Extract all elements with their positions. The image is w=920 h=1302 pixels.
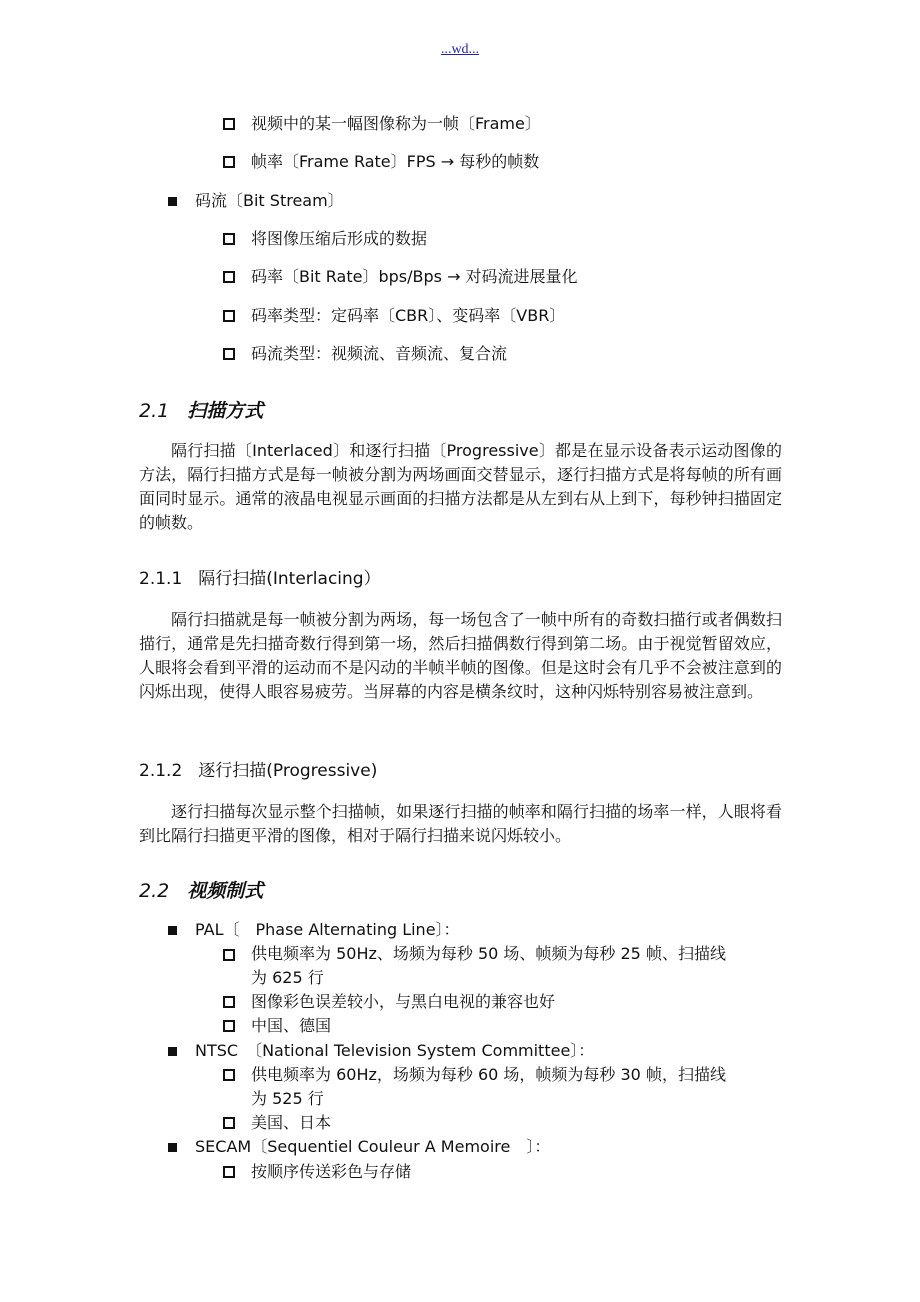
list-item: 码流类型：视频流、音频流、复合流 (251, 344, 508, 363)
hollow-square-bullet-icon (223, 233, 235, 245)
section-heading-2-1 (139, 398, 263, 424)
list-item: 中国、德国 (251, 1016, 332, 1035)
list-item-bitstream: 码流〔Bit Stream〕 (195, 191, 344, 210)
hollow-square-bullet-icon (223, 156, 235, 168)
list-item: 码率〔Bit Rate〕bps/Bps → 对码流进展量化 (251, 267, 578, 286)
hollow-square-bullet-icon (223, 949, 235, 961)
hollow-square-bullet-icon (223, 1117, 235, 1129)
list-item: 视频中的某一幅图像称为一帧〔Frame〕 (251, 114, 541, 133)
section-number: 2.1 (139, 400, 170, 422)
paragraph-scan-methods: 隔行扫描〔Interlaced〕和逐行扫描〔Progressive〕都是在显示设备表示运动图像的方法，隔行扫描方式是每一帧被分割为两场画面交替显示，逐行扫描方式是将每帧的所有画面同时显示。通常的液晶电视显示画面的扫描方法都是从左到右从上到下，每秒钟扫描固定的帧数。 (139, 441, 782, 532)
list-item: 帧率〔Frame Rate〕FPS → 每秒的帧数 (251, 152, 540, 171)
section-title: 隔行扫描(Interlacing） (198, 569, 381, 589)
paragraph-progressive: 逐行扫描每次显示整个扫描帧，如果逐行扫描的帧率和隔行扫描的场率一样，人眼将看到比隔行扫描更平滑的图像，相对于隔行扫描来说闪烁较小。 (139, 802, 782, 845)
section-heading-2-1-2 (139, 759, 377, 783)
list-item-ntsc: NTSC 〔National Television System Committee〕： (195, 1041, 595, 1060)
list-item: 美国、日本 (251, 1113, 332, 1132)
hollow-square-bullet-icon (223, 310, 235, 322)
section-number: 2.1.1 (139, 569, 183, 589)
list-item-secam: SECAM〔Sequentiel Couleur A Memoire 〕： (195, 1137, 551, 1156)
list-item-continuation: 为 525 行 (251, 1089, 324, 1108)
list-item: 按顺序传送彩色与存储 (251, 1162, 412, 1181)
list-item: 码率类型：定码率〔CBR〕、变码率〔VBR〕 (251, 306, 566, 325)
section-heading-2-1-1 (139, 567, 381, 591)
hollow-square-bullet-icon (223, 1069, 235, 1081)
list-item: 供电频率为 60Hz，场频为每秒 60 场，帧频为每秒 30 帧，扫描线 (251, 1065, 726, 1084)
page-header: ...wd... (440, 42, 480, 57)
hollow-square-bullet-icon (223, 118, 235, 130)
list-item: 图像彩色误差较小，与黑白电视的兼容也好 (251, 992, 556, 1011)
hollow-square-bullet-icon (223, 348, 235, 360)
filled-square-bullet-icon (168, 926, 177, 935)
hollow-square-bullet-icon (223, 1020, 235, 1032)
list-item: 将图像压缩后形成的数据 (251, 229, 428, 248)
paragraph-interlacing: 隔行扫描就是每一帧被分割为两场，每一场包含了一帧中所有的奇数扫描行或者偶数扫描行，通常是先扫描奇数行得到第一场，然后扫描偶数行得到第二场。由于视觉暂留效应，人眼将会看到平滑的运动而不是闪动的半帧半帧的图像。但是这时会有几乎不会被注意到的闪烁出现，使得人眼容易疲劳。当屏幕的内容是横条纹时，这种闪烁特别容易被注意到。 (139, 610, 782, 701)
section-number: 2.2 (139, 880, 170, 902)
filled-square-bullet-icon (168, 197, 177, 206)
list-item-pal: PAL〔 Phase Alternating Line〕： (195, 920, 460, 939)
section-number: 2.1.2 (139, 761, 183, 781)
hollow-square-bullet-icon (223, 271, 235, 283)
list-item: 供电频率为 50Hz、场频为每秒 50 场、帧频为每秒 25 帧、扫描线 (251, 944, 726, 963)
hollow-square-bullet-icon (223, 1166, 235, 1178)
section-title: 扫描方式 (187, 400, 264, 422)
section-title: 逐行扫描(Progressive) (198, 761, 378, 781)
hollow-square-bullet-icon (223, 996, 235, 1008)
filled-square-bullet-icon (168, 1143, 177, 1152)
filled-square-bullet-icon (168, 1047, 177, 1056)
section-title: 视频制式 (187, 880, 264, 902)
list-item-continuation: 为 625 行 (251, 968, 324, 987)
section-heading-2-2 (139, 878, 263, 904)
